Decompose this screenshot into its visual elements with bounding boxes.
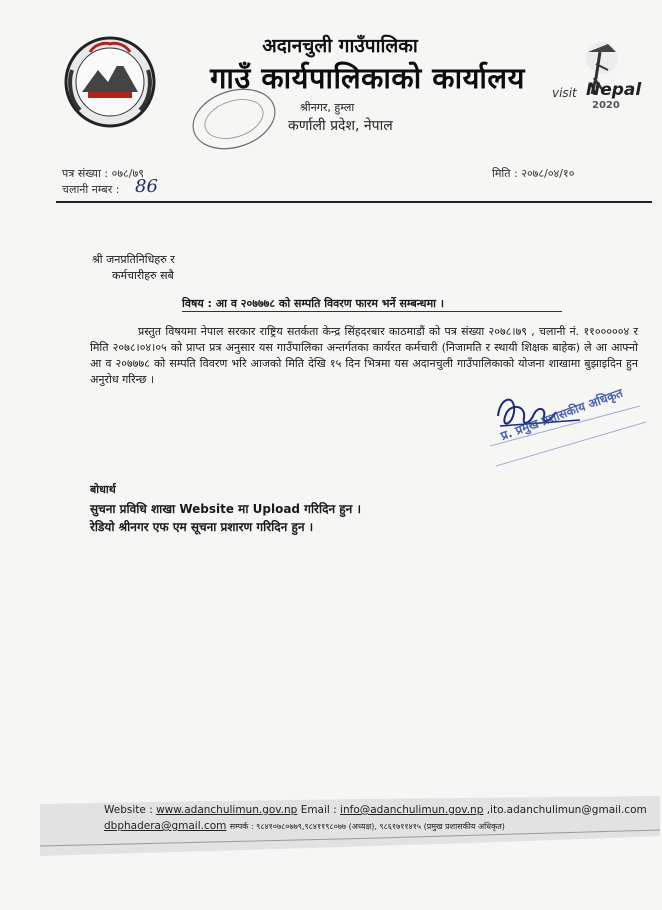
website-link[interactable]: www.adanchulimun.gov.np bbox=[156, 804, 298, 816]
cc-title: बोधार्थ bbox=[90, 483, 116, 496]
letter-date: मिति : २०७८/०४/१० bbox=[492, 167, 575, 180]
signature-block bbox=[470, 386, 650, 486]
dispatch-label: चलानी नम्बर : bbox=[62, 183, 120, 196]
website-label: Website : bbox=[104, 804, 153, 816]
recipient-line-2: कर्मचारीहरु सबै bbox=[112, 269, 174, 282]
email-link-1[interactable]: info@adanchulimun.gov.np bbox=[340, 804, 484, 816]
address-line-1: श्रीनगर, हुम्ला bbox=[300, 101, 355, 114]
municipality-emblem bbox=[60, 30, 160, 130]
contact-numbers: सम्पर्क : ९८४१०७८०७७९,९८४११९८०७७ (अध्यक्ष), ९८६१७११४१५ (प्रमुख प्रशासकीय अधिकृत) bbox=[229, 822, 505, 831]
email-link-2[interactable]: ,ito.adanchulimun@gmail.com bbox=[486, 804, 647, 816]
official-title-stamp: प्र. प्रमुख प्रशासकीय अधिकृत bbox=[498, 385, 625, 444]
visit-nepal-logo bbox=[548, 38, 640, 114]
address-line-2: कर्णाली प्रदेश, नेपाल bbox=[288, 118, 393, 134]
visit-year: 2020 bbox=[592, 100, 620, 111]
nepal-word: Nepal bbox=[586, 80, 642, 100]
recipient-line-1: श्री जनप्रतिनिधिहरु र bbox=[92, 253, 175, 266]
cc-line-1: सुचना प्रविधि शाखा Website मा Upload गरिदिन हुन । bbox=[90, 502, 362, 516]
header-divider bbox=[56, 201, 652, 203]
office-stamp bbox=[186, 84, 282, 154]
email-link-3[interactable]: dbphadera@gmail.com bbox=[104, 820, 227, 832]
visit-word: visit bbox=[552, 86, 577, 100]
cc-line-2: रेडियो श्रीनगर एफ एम सूचना प्रशारण गरिदिन हुन । bbox=[90, 520, 314, 534]
reference-number: पत्र संख्या : ०७८/७९ bbox=[62, 167, 144, 180]
municipality-name: अदानचुली गाउँपालिका bbox=[262, 35, 418, 57]
email-label: Email : bbox=[300, 804, 337, 816]
subject-line: विषय : आ व २०७७७८ को सम्पति विवरण फारम भर्ने सम्बन्धमा । bbox=[182, 297, 444, 310]
office-name: गाउँ कार्यपालिकाको कार्यालय bbox=[210, 61, 525, 95]
footer-contact bbox=[104, 802, 647, 835]
subject-underline bbox=[182, 311, 562, 312]
letter-body: प्रस्तुत विषयमा नेपाल सरकार राष्ट्रिय सतर्कता केन्द्र सिंहदरबार काठमाडौं को पत्र संख्या २०७८।७९ , चलानी नं. ११०००००४ र मिति २०७८।०४।०५ को प्राप्त प्रत्र अनुसार यस गाउँपालिका अन्तर्गतका कार्यरत कर्मचारी (निजामति र स्थायी शिक्षक बाहेक) ले आ आफ्नो आ व २०७७७८ को सम्पति विवरण भरि आजको मिति देखि १५ दिन भित्रमा यस अदानचुली गाउँपालिकाको योजना शाखामा बुझाइदिन हुन अनुरोध गरिन्छ । bbox=[90, 325, 638, 386]
dispatch-number: 86 bbox=[135, 176, 158, 197]
